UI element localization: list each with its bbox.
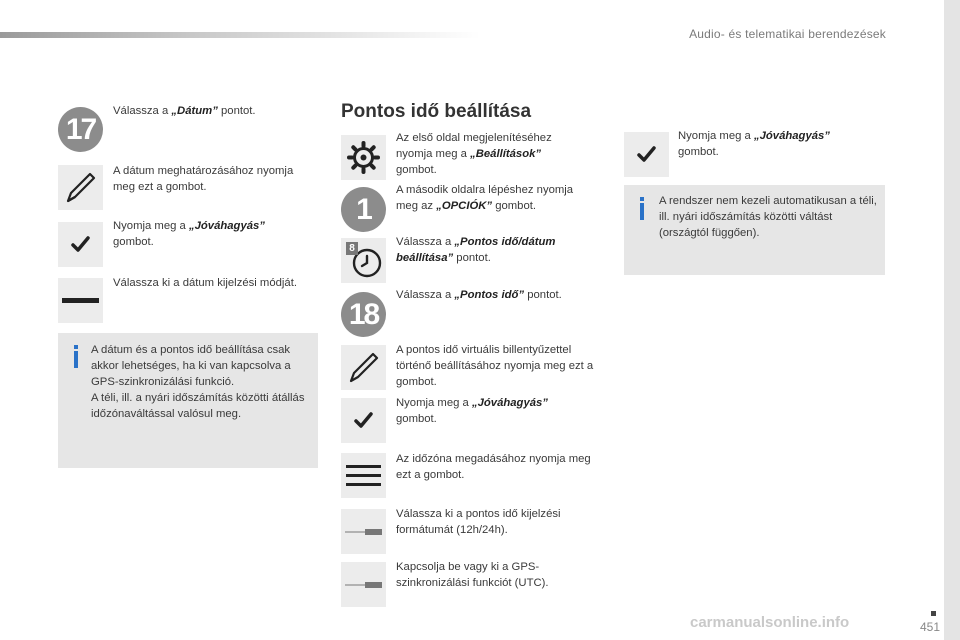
date-info-panel bbox=[58, 333, 318, 468]
time-date-settings-text: Válassza a „Pontos idő/dátum beállítása” pontot. bbox=[396, 236, 556, 264]
dst-info-text: A rendszer nem kezeli automatikusan a téli, ill. nyári időszámítás közötti váltást (országtól függően). bbox=[659, 195, 877, 239]
dst-info-panel bbox=[624, 185, 885, 275]
format-bar-icon bbox=[58, 278, 103, 323]
section-title: Audio- és telematikai berendezések bbox=[689, 27, 886, 41]
edit-time-text: A pontos idő virtuális billentyűzettel történő beállításához nyomja meg ezt a gombot. bbox=[396, 344, 594, 388]
confirm-time-text: Nyomja meg a „Jóváhagyás” gombot. bbox=[396, 397, 548, 425]
header-gradient-bar bbox=[0, 32, 480, 38]
settings-text: Az első oldal megjelenítéséhez nyomja meg a „Beállítások” gombot. bbox=[396, 132, 552, 176]
checkmark-icon bbox=[58, 222, 103, 267]
date-info-text: A dátum és a pontos idő beállítása csak akkor lehetséges, ha ki van kapcsolva a GPS-szinkronizálási funkció. A téli, ill. a nyári időszámítás közötti átállás időzónaváltással valósul meg. bbox=[91, 344, 305, 420]
list-menu-icon bbox=[341, 453, 386, 498]
confirm-final-button[interactable] bbox=[624, 132, 669, 177]
info-icon bbox=[74, 351, 78, 368]
timezone-button[interactable] bbox=[341, 453, 386, 498]
time-date-settings-button[interactable] bbox=[341, 238, 386, 283]
format-slider-icon bbox=[341, 509, 386, 554]
timezone-text: Az időzóna megadásához nyomja meg ezt a gombot. bbox=[396, 453, 591, 481]
watermark: carmanualsonline.info bbox=[690, 614, 850, 631]
time-format-text: Válassza ki a pontos idő kijelzési formátumát (12h/24h). bbox=[396, 508, 561, 536]
info-icon bbox=[640, 203, 644, 220]
confirm-time-button[interactable] bbox=[341, 398, 386, 443]
page-edge-strip bbox=[944, 0, 960, 640]
edit-date-button[interactable] bbox=[58, 165, 103, 210]
step-17-badge: 17 bbox=[58, 107, 103, 152]
gps-sync-text: Kapcsolja be vagy ki a GPS-szinkronizálási funkciót (UTC). bbox=[396, 561, 549, 589]
confirm-date-button[interactable] bbox=[58, 222, 103, 267]
checkmark-icon bbox=[341, 398, 386, 443]
pencil-icon bbox=[341, 345, 386, 390]
page-marker bbox=[931, 611, 936, 616]
page-number: 451 bbox=[919, 620, 940, 634]
confirm-final-text: Nyomja meg a „Jóváhagyás” gombot. bbox=[678, 130, 830, 158]
settings-button[interactable] bbox=[341, 135, 386, 180]
step-1-text: A második oldalra lépéshez nyomja meg az „OPCIÓK” gombot. bbox=[396, 184, 574, 212]
step-8-badge: 8 bbox=[346, 242, 358, 255]
section-heading: Pontos idő beállítása bbox=[341, 101, 532, 122]
edit-date-text: A dátum meghatározásához nyomja meg ezt a gombot. bbox=[113, 165, 294, 193]
step-1-badge: 1 bbox=[341, 187, 386, 232]
date-format-button[interactable] bbox=[58, 278, 103, 323]
gps-sync-button[interactable] bbox=[341, 562, 386, 607]
edit-time-button[interactable] bbox=[341, 345, 386, 390]
gear-icon bbox=[341, 135, 386, 180]
step-18-text: Válassza a „Pontos idő” pontot. bbox=[396, 289, 562, 301]
toggle-slider-icon bbox=[341, 562, 386, 607]
step-18-badge: 18 bbox=[341, 292, 386, 337]
time-format-button[interactable] bbox=[341, 509, 386, 554]
date-format-text: Válassza ki a dátum kijelzési módját. bbox=[113, 277, 297, 289]
step-17-text: Válassza a „Dátum” pontot. bbox=[113, 105, 256, 117]
confirm-date-text: Nyomja meg a „Jóváhagyás” gombot. bbox=[113, 220, 265, 248]
checkmark-icon bbox=[624, 132, 669, 177]
pencil-icon bbox=[58, 165, 103, 210]
